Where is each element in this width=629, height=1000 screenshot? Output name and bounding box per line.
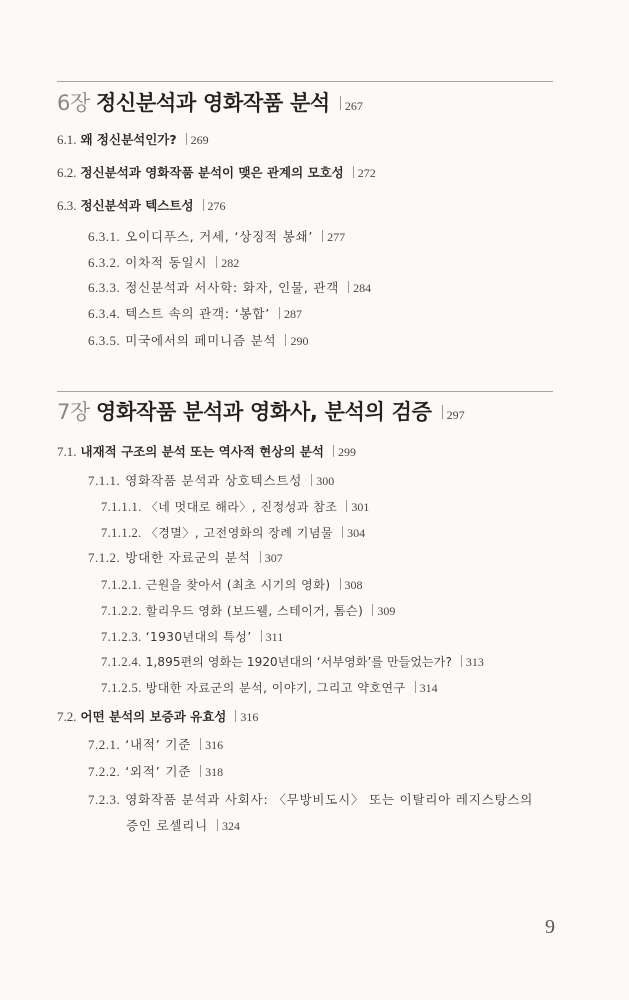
entry-title: 텍스트 속의 관객: ‘봉합’ xyxy=(125,306,271,321)
pipe-separator xyxy=(461,655,462,667)
page-ref: 282 xyxy=(221,256,240,270)
entry-title: 이차적 동일시 xyxy=(125,255,208,270)
toc-entry-6-3-2 xyxy=(88,256,239,270)
pipe-separator xyxy=(217,819,218,831)
page-ref: 304 xyxy=(347,526,366,540)
toc-entry-6-3-4 xyxy=(88,307,302,321)
toc-entry-7-1-1-2 xyxy=(101,526,365,540)
chapter-6-heading xyxy=(57,93,363,114)
entry-title: 방대한 자료군의 분석 xyxy=(125,550,251,565)
entry-number: 7.1.1. xyxy=(88,473,121,488)
toc-entry-6-3-5 xyxy=(88,334,308,348)
pipe-separator xyxy=(260,551,261,563)
entry-number: 7.2. xyxy=(57,709,77,724)
pipe-separator xyxy=(216,256,217,268)
page-ref: 269 xyxy=(190,133,209,147)
page-ref: 324 xyxy=(222,819,241,833)
entry-title: 오이디푸스, 거세, ‘상징적 봉쇄’ xyxy=(125,229,314,244)
page-ref: 276 xyxy=(207,199,226,213)
page-ref: 311 xyxy=(265,630,284,644)
entry-number: 6.3.5. xyxy=(88,333,121,348)
toc-entry-7-1-2 xyxy=(88,551,283,565)
entry-title: 미국에서의 페미니즘 분석 xyxy=(125,333,277,348)
entry-number: 6.3.4. xyxy=(88,306,121,321)
toc-entry-6-2 xyxy=(57,166,376,180)
entry-number: 6.3. xyxy=(57,198,77,213)
toc-entry-7-2-1 xyxy=(88,738,223,752)
pipe-separator xyxy=(311,474,312,486)
entry-number: 7.1. xyxy=(57,444,77,459)
entry-number: 7.2.3. xyxy=(88,792,121,807)
entry-number: 6.3.3. xyxy=(88,280,121,295)
entry-title: ‘외적’ 기준 xyxy=(125,764,192,779)
toc-entry-7-2-3 xyxy=(88,793,533,807)
pipe-separator xyxy=(353,166,354,178)
pipe-separator xyxy=(200,765,201,777)
pipe-separator xyxy=(442,405,443,419)
entry-number: 7.2.2. xyxy=(88,764,121,779)
chapter-number: 7장 xyxy=(57,400,91,424)
page-ref: 267 xyxy=(344,99,363,113)
entry-number: 7.1.2.4. xyxy=(101,655,142,669)
toc-entry-6-3-3 xyxy=(88,281,371,295)
pipe-separator xyxy=(186,133,187,145)
pipe-separator xyxy=(279,307,280,319)
chapter-6-rule xyxy=(57,81,553,82)
page-ref: 277 xyxy=(327,230,346,244)
entry-title: 할리우드 영화 (보드웰, 스테이거, 톰슨) xyxy=(145,604,364,618)
entry-number: 7.2.1. xyxy=(88,737,121,752)
chapter-title: 정신분석과 영화작품 분석 xyxy=(96,91,330,115)
toc-entry-7-1-1 xyxy=(88,474,334,488)
page-ref: 284 xyxy=(353,281,372,295)
entry-number: 7.1.1.2. xyxy=(101,526,142,540)
toc-entry-7-1-2-1 xyxy=(101,578,363,592)
entry-title: 정신분석과 텍스트성 xyxy=(80,198,194,213)
pipe-separator xyxy=(333,445,334,457)
pipe-separator xyxy=(340,96,341,110)
page-ref: 300 xyxy=(316,474,335,488)
toc-entry-7-1-1-1 xyxy=(101,500,369,514)
toc-entry-6-3-1 xyxy=(88,230,345,244)
entry-title: ‘내적’ 기준 xyxy=(125,737,192,752)
entry-number: 6.2. xyxy=(57,165,77,180)
page-ref: 307 xyxy=(264,551,283,565)
entry-title: 내재적 구조의 분석 또는 역사적 현상의 분석 xyxy=(80,444,324,459)
page-ref: 309 xyxy=(377,604,396,618)
chapter-7-rule xyxy=(57,391,553,392)
entry-number: 6.1. xyxy=(57,132,77,147)
toc-entry-7-1-2-4 xyxy=(101,655,484,669)
page-ref: 297 xyxy=(446,408,465,422)
pipe-separator xyxy=(340,578,341,590)
toc-entry-7-2-3-continuation xyxy=(126,819,240,833)
chapter-number: 6장 xyxy=(57,91,91,115)
entry-title: 어떤 분석의 보증과 유효성 xyxy=(80,709,227,724)
toc-entry-7-1-2-3 xyxy=(101,630,283,644)
entry-number: 7.1.2.2. xyxy=(101,604,142,618)
pipe-separator xyxy=(285,334,286,346)
page-ref: 308 xyxy=(344,578,363,592)
entry-title: 〈네 멋대로 해라〉, 진정성과 참조 xyxy=(145,500,338,514)
entry-title: 정신분석과 영화작품 분석이 맺은 관계의 모호성 xyxy=(80,165,344,180)
page-ref: 272 xyxy=(357,166,376,180)
chapter-7-heading xyxy=(57,402,465,423)
page-ref: 301 xyxy=(351,500,370,514)
entry-title: 영화작품 분석과 사회사: 〈무방비도시〉 또는 이탈리아 레지스탕스의 xyxy=(125,792,534,807)
page-ref: 316 xyxy=(240,710,259,724)
entry-number: 6.3.1. xyxy=(88,229,121,244)
page-ref: 299 xyxy=(337,445,356,459)
chapter-title: 영화작품 분석과 영화사, 분석의 검증 xyxy=(96,400,432,424)
page-ref: 316 xyxy=(205,738,224,752)
entry-number: 7.1.2.3. xyxy=(101,630,142,644)
toc-entry-7-1 xyxy=(57,445,356,459)
page-ref: 287 xyxy=(284,307,303,321)
entry-number: 7.1.2.5. xyxy=(101,681,142,695)
pipe-separator xyxy=(261,630,262,642)
pipe-separator xyxy=(342,526,343,538)
pipe-separator xyxy=(415,681,416,693)
entry-title: 영화작품 분석과 상호텍스트성 xyxy=(125,473,303,488)
page-ref: 318 xyxy=(205,765,224,779)
pipe-separator xyxy=(322,230,323,242)
entry-title: 〈경멸〉, 고전영화의 장례 기념물 xyxy=(145,526,334,540)
pipe-separator xyxy=(235,710,236,722)
toc-entry-7-2-2 xyxy=(88,765,223,779)
entry-title: 왜 정신분석인가? xyxy=(80,132,177,147)
entry-title-continuation: 증인 로셀리니 xyxy=(126,818,209,833)
pipe-separator xyxy=(200,738,201,750)
pipe-separator xyxy=(346,500,347,512)
pipe-separator xyxy=(203,199,204,211)
toc-entry-6-1 xyxy=(57,133,209,147)
pipe-separator xyxy=(348,281,349,293)
entry-title: 근원을 찾아서 (최초 시기의 영화) xyxy=(145,578,331,592)
entry-title: ‘1930년대의 특성’ xyxy=(145,630,252,644)
page-ref: 314 xyxy=(419,681,438,695)
entry-title: 1,895편의 영화는 1920년대의 ‘서부영화’를 만들었는가? xyxy=(145,655,452,669)
entry-number: 7.1.2.1. xyxy=(101,578,142,592)
entry-title: 방대한 자료군의 분석, 이야기, 그리고 약호연구 xyxy=(145,681,406,695)
pipe-separator xyxy=(372,604,373,616)
entry-number: 7.1.2. xyxy=(88,550,121,565)
toc-entry-7-2 xyxy=(57,710,258,724)
toc-entry-6-3 xyxy=(57,199,226,213)
entry-number: 7.1.1.1. xyxy=(101,500,142,514)
page-ref: 313 xyxy=(465,655,484,669)
page-number: 9 xyxy=(545,916,555,938)
page-ref: 290 xyxy=(290,334,309,348)
entry-title: 정신분석과 서사학: 화자, 인물, 관객 xyxy=(125,280,340,295)
entry-number: 6.3.2. xyxy=(88,255,121,270)
toc-entry-7-1-2-2 xyxy=(101,604,395,618)
toc-entry-7-1-2-5 xyxy=(101,681,438,695)
